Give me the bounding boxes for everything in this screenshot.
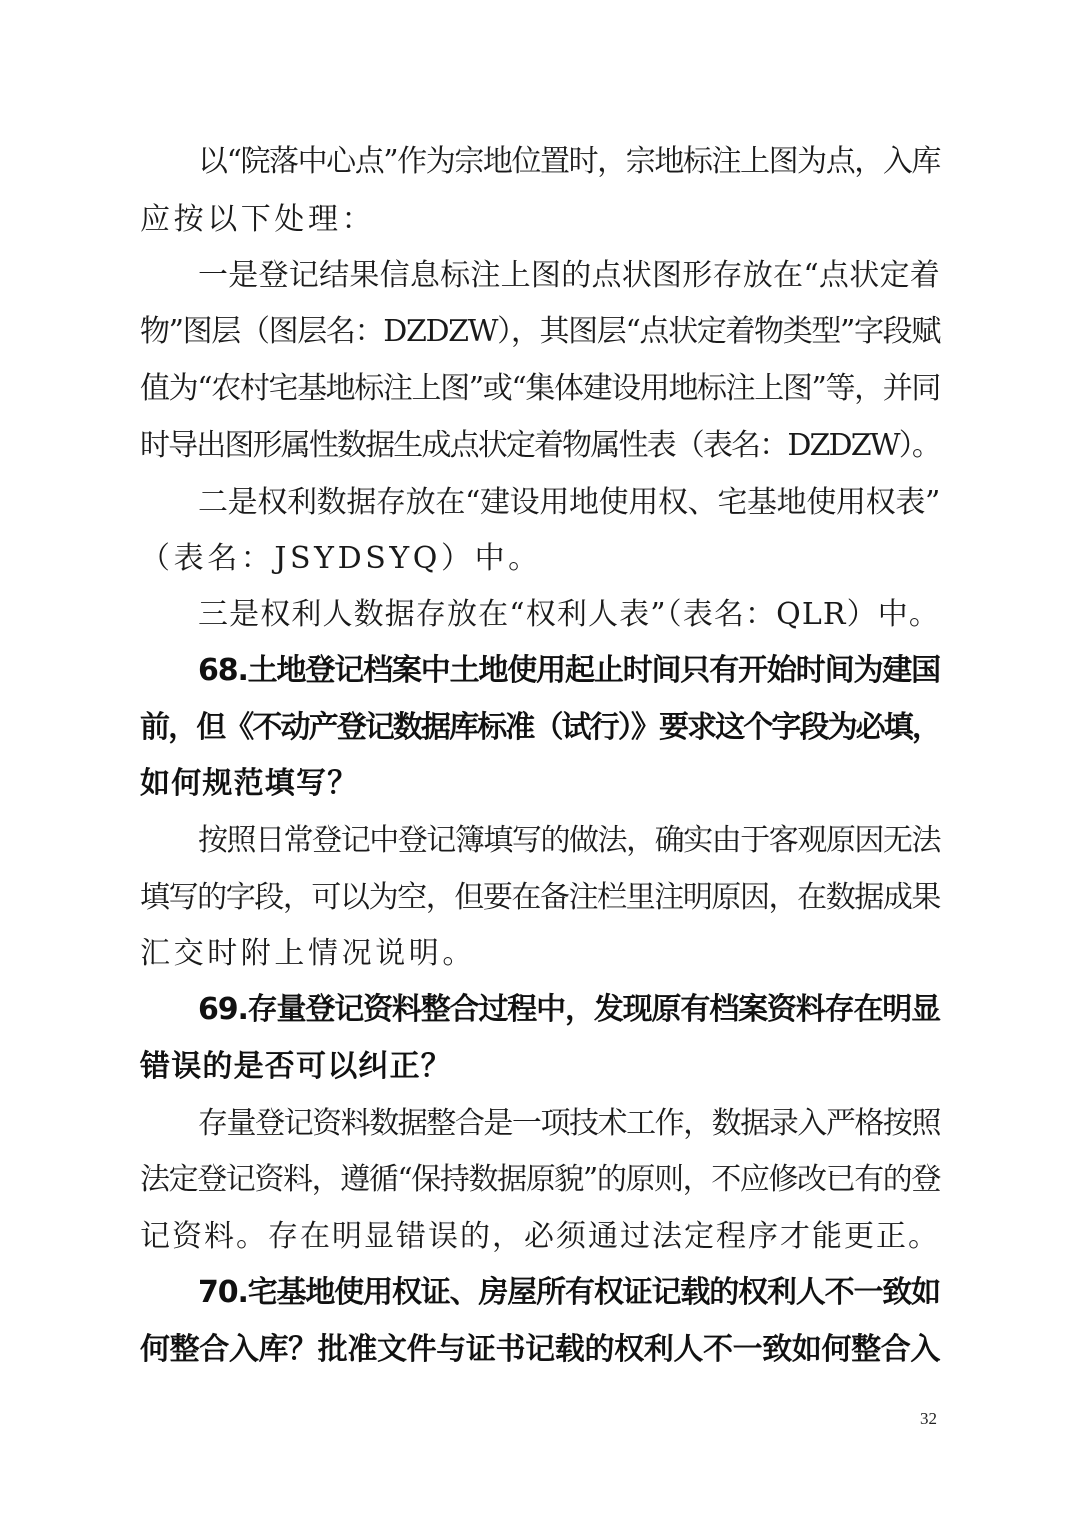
paragraph-line: 二是权利数据存放在“建设用地使用权、宅基地使用权表” bbox=[198, 485, 940, 520]
paragraph-line: 记资料。存在明显错误的，必须通过法定程序才能更正。 bbox=[140, 1219, 940, 1254]
question-heading-line: 69.存量登记资料整合过程中，发现原有档案资料存在明显 bbox=[198, 992, 940, 1027]
paragraph-line: 存量登记资料数据整合是一项技术工作，数据录入严格按照 bbox=[198, 1106, 940, 1141]
question-heading-line: 68.土地登记档案中土地使用起止时间只有开始时间为建国 bbox=[198, 653, 940, 688]
paragraph-line: 三是权利人数据存放在“权利人表”（表名：QLR）中。 bbox=[198, 597, 940, 632]
paragraph-line: 按照日常登记中登记簿填写的做法，确实由于客观原因无法 bbox=[198, 823, 940, 858]
paragraph-line: 汇交时附上情况说明。 bbox=[140, 936, 476, 971]
question-heading-line: 前，但《不动产登记数据库标准（试行）》要求这个字段为必填， bbox=[140, 710, 940, 745]
question-heading-line: 70.宅基地使用权证、房屋所有权证记载的权利人不一致如 bbox=[198, 1275, 940, 1310]
question-heading-line: 错误的是否可以纠正？ bbox=[140, 1049, 452, 1084]
paragraph-line: （表名：JSYDSYQ）中。 bbox=[140, 541, 542, 576]
paragraph-line: 物”图层（图层名：DZDZW），其图层“点状定着物类型”字段赋 bbox=[140, 314, 940, 349]
page-number: 32 bbox=[920, 1409, 937, 1428]
question-heading-line: 何整合入库？批准文件与证书记载的权利人不一致如何整合入 bbox=[140, 1332, 940, 1367]
question-heading-line: 如何规范填写？ bbox=[140, 766, 359, 801]
paragraph-line: 值为“农村宅基地标注上图”或“集体建设用地标注上图”等，并同 bbox=[140, 371, 940, 406]
paragraph-line: 填写的字段，可以为空，但要在备注栏里注明原因，在数据成果 bbox=[140, 880, 940, 915]
paragraph-line: 应按以下处理： bbox=[140, 202, 376, 237]
paragraph-line: 法定登记资料，遵循“保持数据原貌”的原则，不应修改已有的登 bbox=[140, 1162, 940, 1197]
paragraph-line: 以“院落中心点”作为宗地位置时，宗地标注上图为点，入库 bbox=[198, 144, 940, 179]
paragraph-line: 一是登记结果信息标注上图的点状图形存放在“点状定着 bbox=[198, 258, 940, 293]
paragraph-line: 时导出图形属性数据生成点状定着物属性表（表名：DZDZW）。 bbox=[140, 428, 940, 463]
